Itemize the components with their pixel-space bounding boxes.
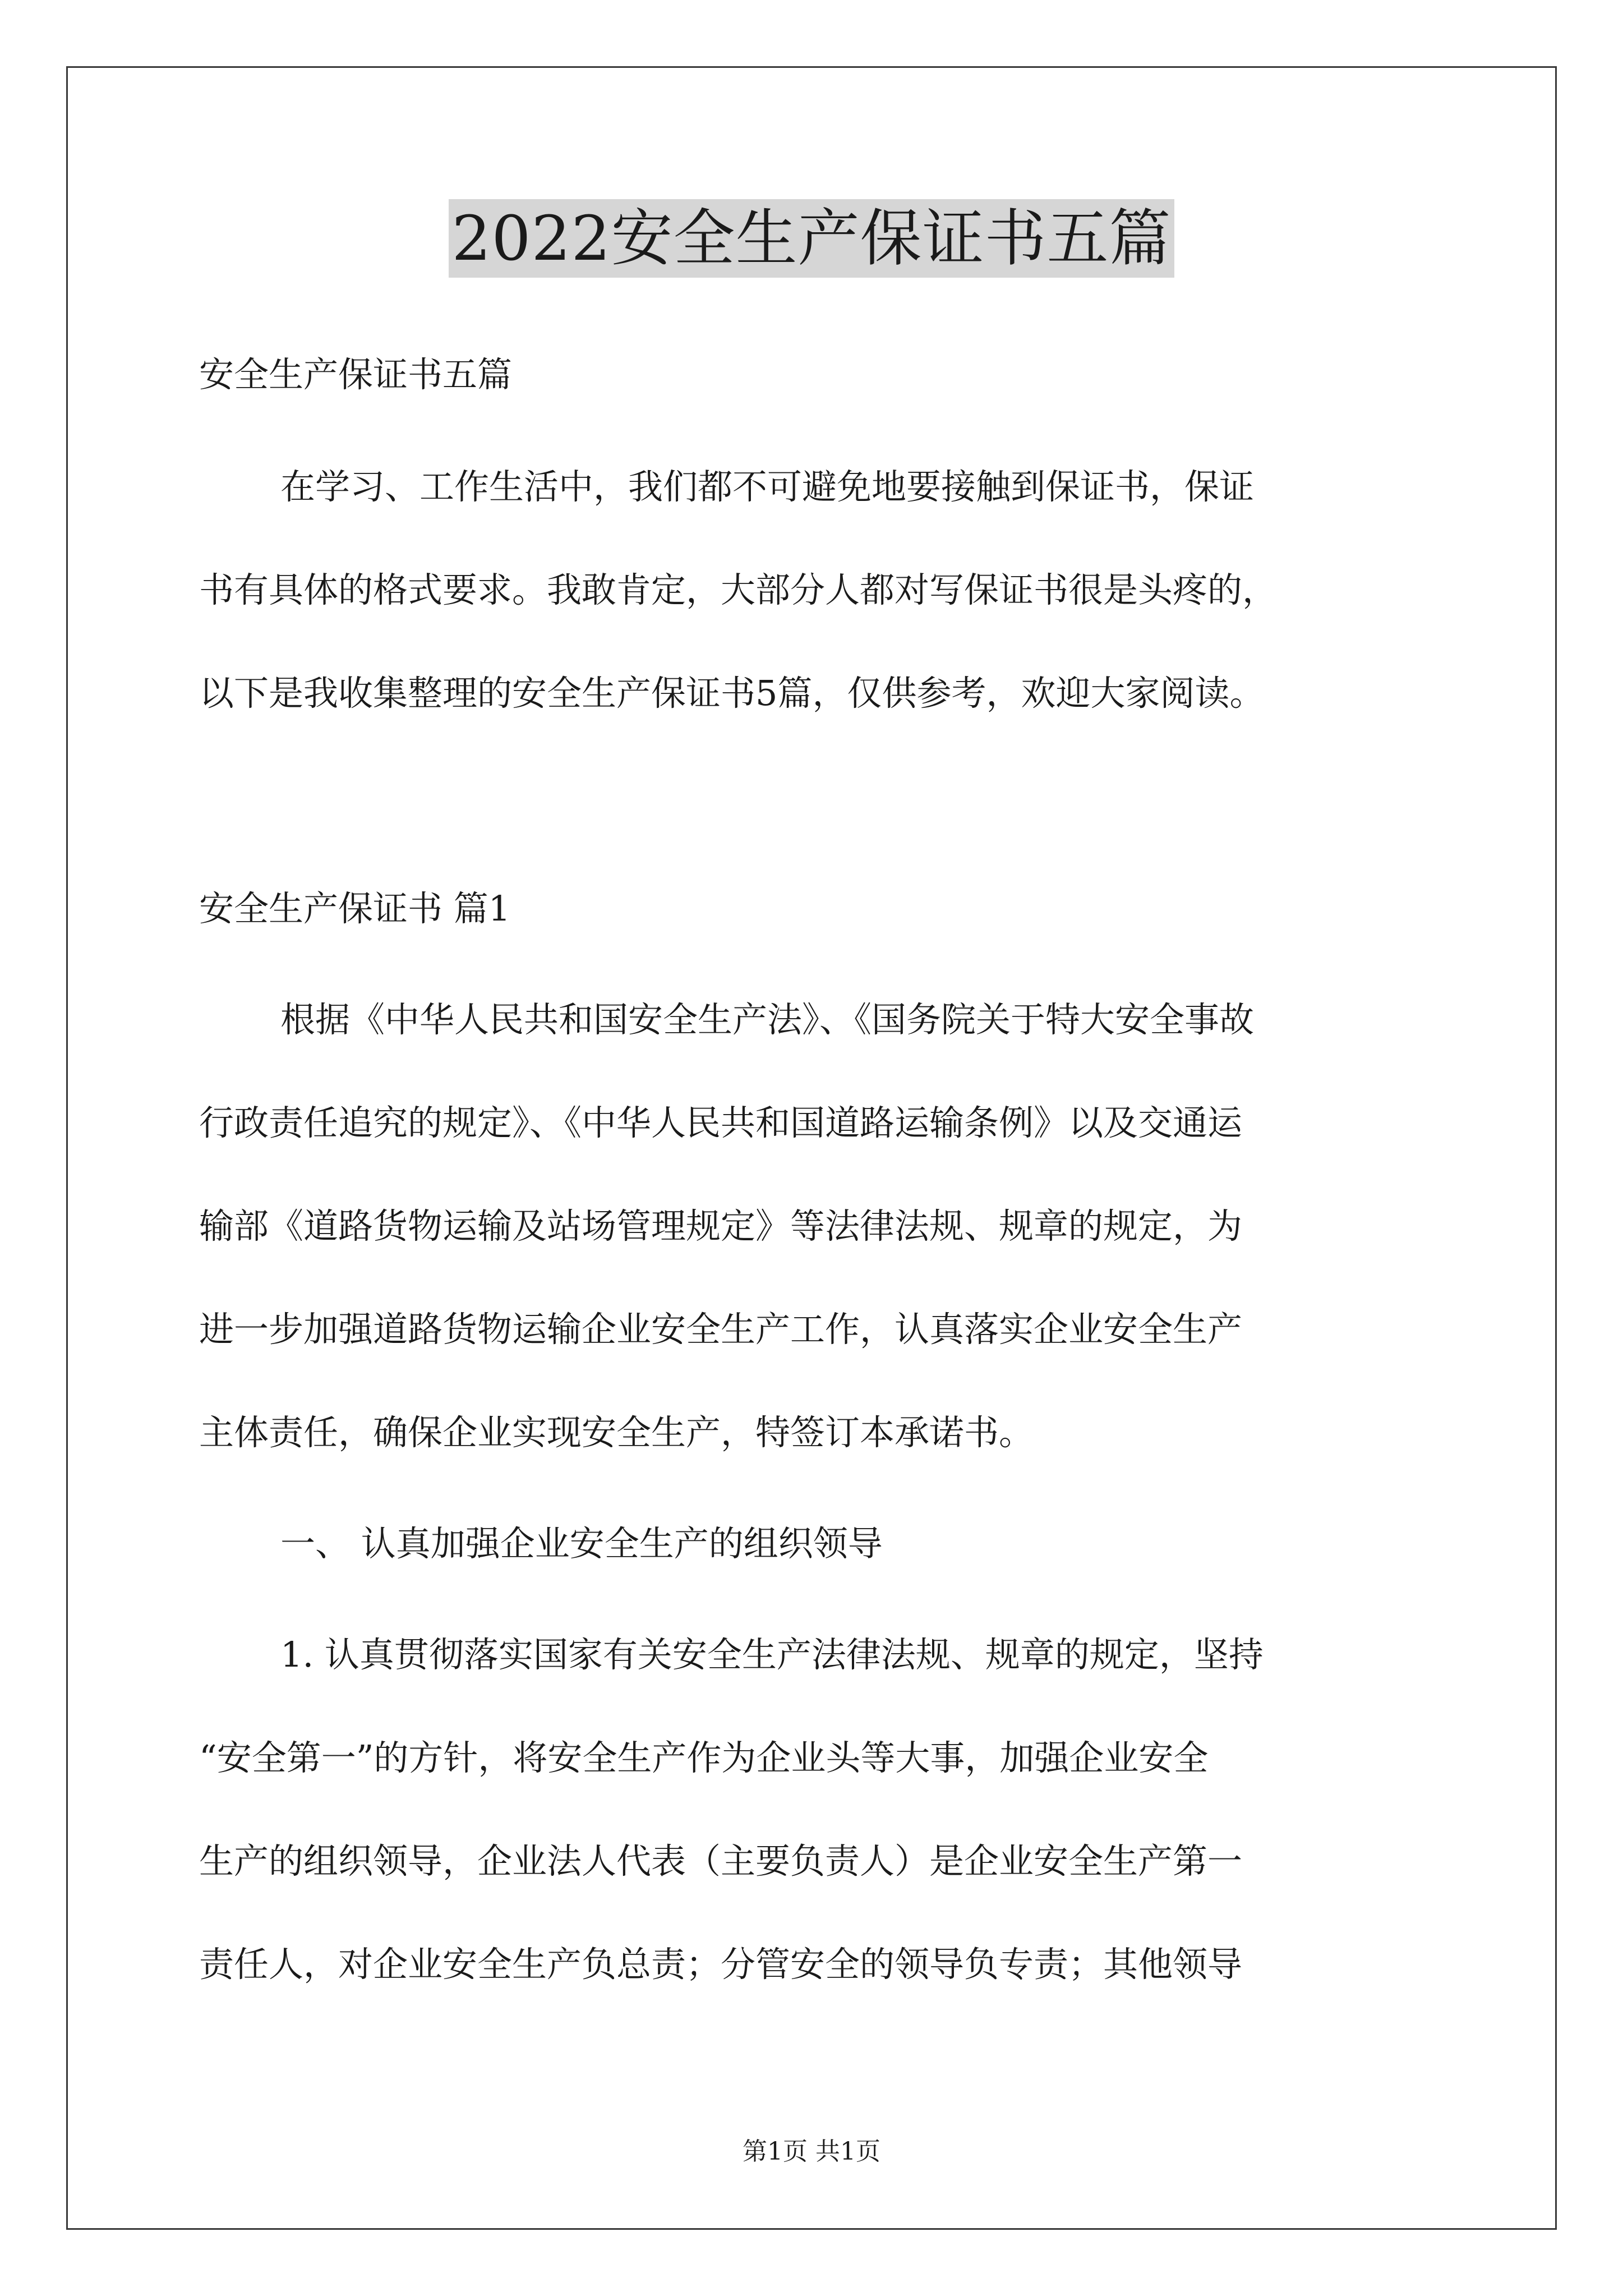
intro-line: 以下是我收集整理的安全生产保证书5篇，仅供参考，欢迎大家阅读。 <box>199 673 1265 714</box>
paragraph-line: 责任人，对企业安全生产负总责；分管安全的领导负专责；其他领导 <box>199 1944 1243 1985</box>
paragraph-line: 生产的组织领导，企业法人代表（主要负责人）是企业安全生产第一 <box>199 1841 1243 1881</box>
paragraph-line: 行政责任追究的规定》、《中华人民共和国道路运输条例》以及交通运 <box>199 1102 1243 1143</box>
paragraph-line: 进一步加强道路货物运输企业安全生产工作，认真落实企业安全生产 <box>199 1309 1243 1350</box>
paragraph-line: “安全第一”的方针，将安全生产作为企业头等大事，加强企业安全 <box>199 1737 1209 1778</box>
item-heading: 一、 认真加强企业安全生产的组织领导 <box>280 1523 883 1564</box>
paragraph-line: 1. 认真贯彻落实国家有关安全生产法律法规、规章的规定，坚持 <box>280 1634 1264 1675</box>
paragraph-line: 输部《道路货物运输及站场管理规定》等法律法规、规章的规定，为 <box>199 1205 1243 1246</box>
paragraph-line: 主体责任，确保企业实现安全生产，特签订本承诺书。 <box>199 1412 1034 1453</box>
subtitle: 安全生产保证书五篇 <box>199 354 513 395</box>
intro-line: 在学习、工作生活中，我们都不可避免地要接触到保证书，保证 <box>280 466 1255 507</box>
document-title: 2022安全生产保证书五篇 <box>449 199 1175 278</box>
page-footer: 第1页 共1页 <box>743 2137 880 2166</box>
section-heading: 安全生产保证书 篇1 <box>199 888 511 929</box>
paragraph-line: 根据《中华人民共和国安全生产法》、《国务院关于特大安全事故 <box>280 999 1255 1040</box>
intro-line: 书有具体的格式要求。我敢肯定，大部分人都对写保证书很是头疼的， <box>199 569 1278 610</box>
title-container <box>0 199 1623 278</box>
